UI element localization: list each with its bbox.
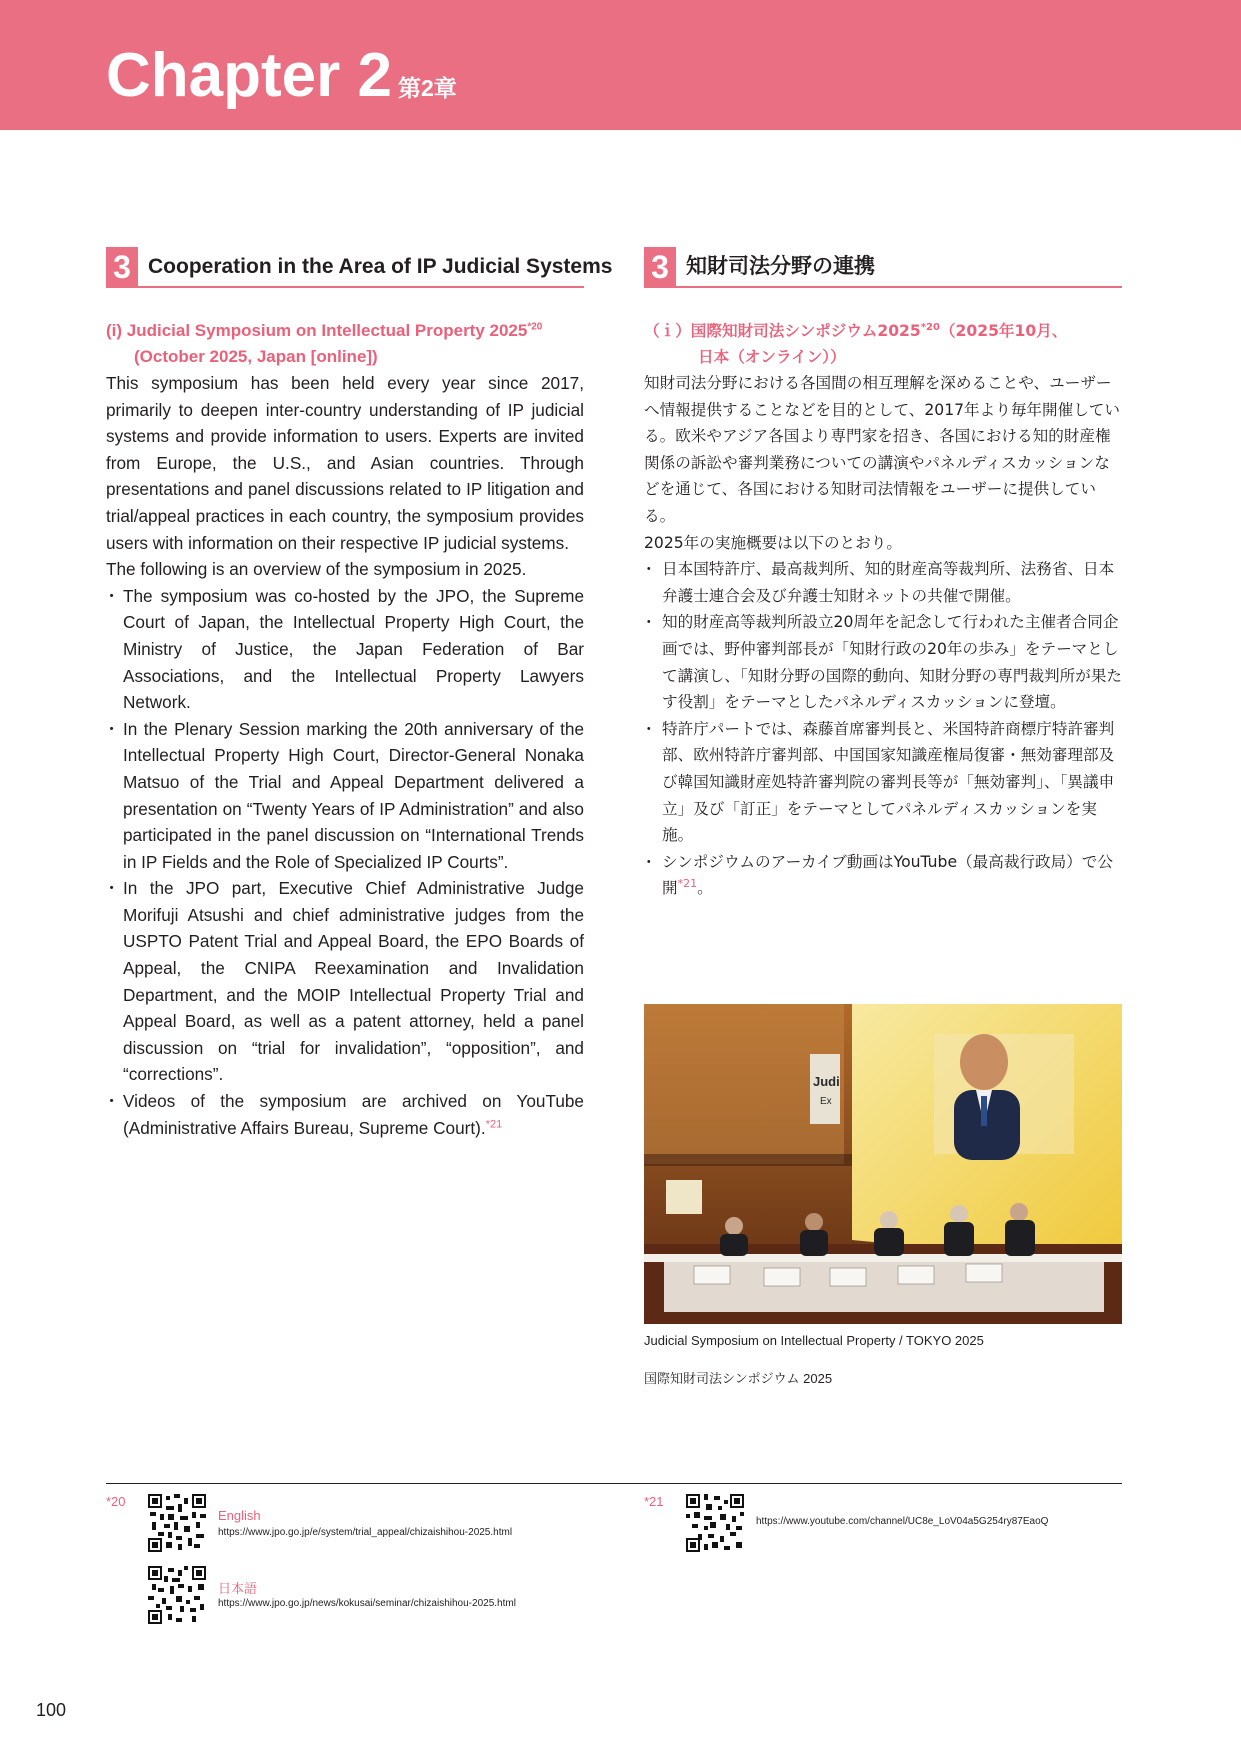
list-item-text: 特許庁パートでは、森藤首席審判長と、米国特許商標庁特許審判部、欧州特許庁審判部、中国国家知識産権局復審・無効審理部及び韓国知識財産処特許審判院の審判長等が「無効審判」、「異議申立」及び「訂正」をテーマとしてパネルディスカッションを実施。 (662, 719, 1115, 845)
overview-sentence-ja: 2025年の実施概要は以下のとおり。 (644, 533, 902, 552)
overview-sentence-en: The following is an overview of the symposium in 2025. (106, 559, 527, 580)
japanese-column (644, 248, 1122, 902)
footnote-divider (106, 1483, 1122, 1484)
intro-paragraph-en: This symposium has been held every year since 2017, primarily to deepen inter-country understanding of IP judicial systems and provide information to users. Experts are invited from Europe, the U.S., and Asian countries. Through presentations and panel discussions related to IP litigation and trial/appeal practices in each country, the symposium provides users with information on their respective IP judicial systems. (106, 373, 584, 553)
list-item (106, 1088, 584, 1141)
footnote-ref-21[interactable]: *21 (485, 1117, 503, 1130)
list-item-text: 日本国特許庁、最高裁判所、知的財産高等裁判所、法務省、日本弁護士連合会及び弁護士知財ネットの共催で開催。 (662, 560, 1115, 605)
bullet-list-ja (644, 556, 1122, 902)
subsection-heading-en (106, 318, 584, 370)
subsection-title-ja-line2: 日本（オンライン）） (698, 348, 846, 366)
footnote-20-japanese-url[interactable]: https://www.jpo.go.jp/news/kokusai/seminar/chizaishihou-2025.html (218, 1598, 516, 1609)
photo-caption-en: Judicial Symposium on Intellectual Property / TOKYO 2025 (644, 1333, 984, 1348)
footnote-ref-21[interactable]: *21 (677, 877, 698, 891)
page-number: 100 (36, 1700, 67, 1720)
section-heading-en (106, 248, 613, 288)
list-item (644, 716, 1122, 849)
chapter-label: Chapter 2 (106, 41, 392, 110)
chapter-label-ja: 第2章 (397, 75, 457, 101)
subsection-title-line2: (October 2025, Japan [online]) (134, 347, 378, 366)
symposium-photo (644, 1004, 1122, 1324)
qr-code-icon[interactable] (148, 1566, 206, 1624)
footnote-20-english-url[interactable]: https://www.jpo.go.jp/e/system/trial_appeal/chizaishihou-2025.html (218, 1527, 513, 1538)
list-item (644, 556, 1122, 609)
subsection-heading-ja (644, 318, 1122, 370)
list-item-text: 知的財産高等裁判所設立20周年を記念して行われた主催者合同企画では、野仲審判部長が「知財行政の20年の歩み」をテーマとして講演し、「知財分野の国際的動向、知財分野の専門裁判所が果たす役割」をテーマとしたパネルディスカッションに登壇。 (662, 613, 1123, 712)
list-item (106, 716, 584, 876)
list-item-text-end: 。 (697, 879, 713, 898)
footnote-20-japanese-label: 日本語 (218, 1581, 258, 1596)
list-item (644, 609, 1122, 715)
chapter-title (106, 40, 457, 124)
footnote-21-url[interactable]: https://www.youtube.com/channel/UC8e_LoV04a5G254ry87EaoQ (756, 1516, 1049, 1527)
photo-caption-ja: 国際知財司法シンポジウム 2025 (644, 1371, 833, 1386)
bullet-list-en (106, 583, 584, 1141)
section-number-badge: 3 (106, 247, 138, 287)
footnote-20-english-label: English (218, 1508, 261, 1523)
chapter-header-band (0, 0, 1241, 130)
qr-code-icon[interactable] (686, 1494, 744, 1552)
symposium-photo-illustration (644, 1004, 1122, 1324)
list-item-text: Videos of the symposium are archived on YouTube (Administrative Affairs Bureau, Supreme Court). (123, 1091, 584, 1138)
list-item-text: シンポジウムのアーカイブ動画はYouTube（最高裁行政局）で公開 (662, 852, 1113, 898)
banner-text: Judi (813, 1074, 840, 1089)
intro-paragraph-ja: 知財司法分野における各国間の相互理解を深めることや、ユーザーへ情報提供することなどを目的として、2017年より毎年開催している。欧米やアジア各国より専門家を招き、各国における知的財産権関係の訴訟や審判業務についての講演やパネルディスカッションなどを通じて、各国における知財司法情報をユーザーに提供している。 (644, 374, 1120, 525)
banner-text-2: Ex (820, 1096, 832, 1107)
footnote-mark-20: *20 (106, 1494, 126, 1509)
list-item (644, 849, 1122, 902)
subsection-title-line1: (i) Judicial Symposium on Intellectual Property 2025 (106, 321, 528, 340)
subsection-title-ja-line1: （ｉ）国際知財司法シンポジウム2025 (644, 322, 921, 340)
list-item (106, 583, 584, 716)
footnote-mark-21: *21 (644, 1494, 664, 1509)
list-item (106, 875, 584, 1088)
footnote-ref-20[interactable]: *20 (527, 321, 543, 333)
subsection-title-ja-line1b: （2025年10月、 (939, 322, 1068, 340)
list-item-text: The symposium was co-hosted by the JPO, the Supreme Court of Japan, the Intellectual Property High Court, the Ministry of Justice, the Japan Federation of Bar Associations, and the Intellectual Property Lawyers Network. (123, 585, 584, 713)
section-number-badge: 3 (644, 247, 676, 287)
list-item-text: In the Plenary Session marking the 20th anniversary of the Intellectual Property High Court, Director-General Nonaka Matsuo of the Trial and Appeal Department delivered a presentation on “Twenty Years of IP Administration” and also participated in the panel discussion on “International Trends in IP Fields and the Role of Specialized IP Courts”. (123, 718, 584, 872)
section-title: Cooperation in the Area of IP Judicial Systems (148, 255, 613, 278)
footnote-ref-20[interactable]: *20 (920, 321, 940, 333)
section-title-ja: 知財司法分野の連携 (686, 255, 875, 278)
qr-code-icon[interactable] (148, 1494, 206, 1552)
english-column (106, 248, 613, 1141)
list-item-text: In the JPO part, Executive Chief Administrative Judge Morifuji Atsushi and chief administrative judges from the USPTO Patent Trial and Appeal Board, the EPO Boards of Appeal, the CNIPA Reexamination and Invalidation Department, and the MOIP Intellectual Property Trial and Appeal Board, as well as a patent attorney, held a panel discussion on “trial for invalidation”, “opposition”, and “corrections”. (123, 878, 584, 1085)
section-heading-ja (644, 248, 1122, 288)
